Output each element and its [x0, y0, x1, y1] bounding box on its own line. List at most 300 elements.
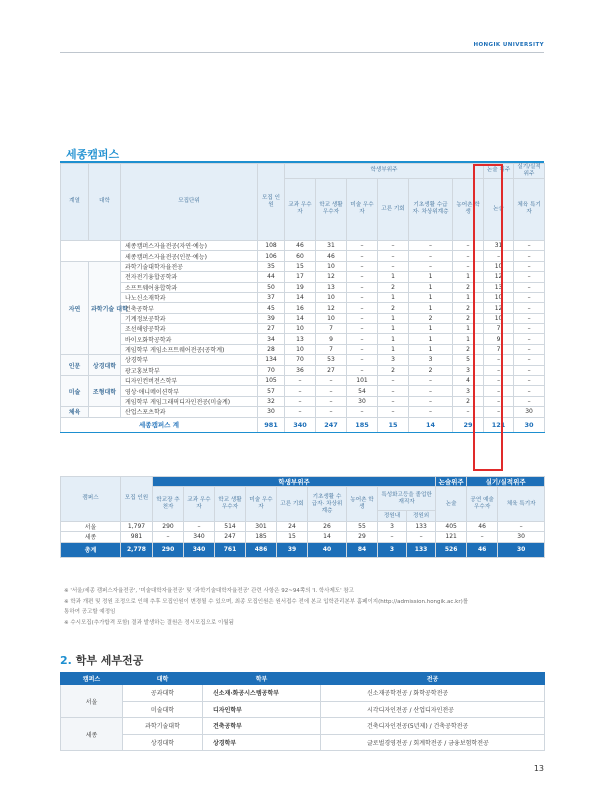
note: ※ '서울/세종 캠퍼스자율전공', '미술대학자율전공' 및 '과학기술대학자율전공' 관련 사항은 92~94쪽의 'I. 학사제도' 참고 [64, 588, 354, 594]
cell: 28 [258, 344, 285, 354]
group-cell [61, 240, 121, 261]
cell: 30 [514, 417, 545, 432]
table-row [61, 272, 545, 282]
cell: 3 [378, 542, 407, 557]
page-number: 13 [533, 764, 544, 773]
th-sub: 고른 기회 [277, 487, 308, 521]
cell: – [453, 251, 484, 261]
header-rule [60, 52, 544, 53]
cell: 1 [409, 272, 453, 282]
cell: 10 [316, 261, 347, 271]
cell: – [514, 313, 545, 323]
cell: 70 [285, 355, 316, 365]
major-cell: 시각디자인전공 / 산업디자인전공 [321, 701, 545, 718]
cell: 12 [316, 303, 347, 313]
cell: 340 [285, 417, 316, 432]
college-cell: 과학기술대학 [123, 718, 203, 735]
cell: – [514, 344, 545, 354]
cell: 1 [378, 324, 409, 334]
cell: – [347, 282, 378, 292]
cell: 121 [484, 417, 514, 432]
cell: 10 [285, 324, 316, 334]
cell: 9 [316, 334, 347, 344]
cell: 247 [316, 417, 347, 432]
cell: 105 [258, 376, 285, 386]
th-sub-in: 정원내 [378, 511, 407, 521]
group-cell: 체육 [61, 407, 89, 417]
cell: 301 [246, 521, 277, 531]
cell: – [484, 376, 514, 386]
cell: – [453, 240, 484, 250]
cell: – [409, 376, 453, 386]
cell: 30 [347, 396, 378, 406]
cell: – [285, 376, 316, 386]
cell: – [378, 386, 409, 396]
cell: 185 [347, 417, 378, 432]
unit-cell: 산업스포츠학과 [121, 407, 258, 417]
cell: 12 [484, 272, 514, 282]
cell: – [347, 240, 378, 250]
cell: 7 [316, 324, 347, 334]
section-title-text: 학부 세부전공 [75, 654, 144, 667]
cell: 7 [484, 324, 514, 334]
campus-cell: 세종 [61, 718, 123, 751]
unit-cell: 전자전기융합공학과 [121, 272, 258, 282]
dept-cell: 상경학부 [203, 734, 321, 751]
unit-cell: 바이오화학공학과 [121, 334, 258, 344]
cell: – [514, 292, 545, 302]
table-row [61, 251, 545, 261]
table-row [61, 386, 545, 396]
cell: – [514, 386, 545, 396]
cell: – [378, 407, 409, 417]
cell: – [378, 396, 409, 406]
note: ※ 학과 개편 및 정원 조정으로 인해 추후 모집인원이 변경될 수 있으며, 최종 모집인원은 원서접수 전에 본교 입학관리본부 홈페이지(http://admission.hongik.ac.kr)를 [64, 598, 469, 605]
cell: – [514, 376, 545, 386]
cell: – [285, 407, 316, 417]
cell: – [484, 407, 514, 417]
note: ※ 수시모집(추가합격 포함) 결과 발생하는 결원은 정시모집으로 이월됨 [64, 619, 234, 626]
cell: – [484, 396, 514, 406]
group-cell: 조형대학 [89, 376, 121, 407]
cell: 1 [453, 324, 484, 334]
cell: 1 [409, 334, 453, 344]
table-row [61, 240, 545, 250]
cell: 108 [258, 240, 285, 250]
cell: – [347, 407, 378, 417]
cell: 514 [215, 521, 246, 531]
cell: 1 [378, 272, 409, 282]
cell: – [409, 240, 453, 250]
cell: 16 [285, 303, 316, 313]
cell: 45 [258, 303, 285, 313]
cell: 1 [409, 344, 453, 354]
university-name: HONGIK UNIVERSITY [473, 42, 544, 48]
cell: 486 [246, 542, 277, 557]
th-sub: 특성화고등을 졸업한재직자 [378, 487, 436, 511]
cell: 3 [409, 355, 453, 365]
group-cell: 미술 [61, 376, 89, 407]
th-quota: 모집 인원 [121, 477, 153, 522]
th-sub: 체육 특기자 [514, 178, 545, 240]
campus-cell: 서울 [61, 521, 121, 531]
cell: 1 [378, 313, 409, 323]
cell: – [347, 261, 378, 271]
cell: – [316, 376, 347, 386]
unit-cell: 광고홍보학부 [121, 365, 258, 375]
group-cell: 자연 [61, 261, 89, 355]
group-cell: 과학기술 대학 [89, 261, 121, 355]
cell: 2 [378, 282, 409, 292]
major-cell: 글로벌경영전공 / 회계학전공 / 금융보험학전공 [321, 734, 545, 751]
th-major: 전공 [321, 673, 545, 685]
cell: 133 [407, 521, 436, 531]
cell: 2 [409, 313, 453, 323]
table-row [61, 334, 545, 344]
cell: – [285, 386, 316, 396]
th-college: 대학 [89, 164, 121, 241]
cell: – [514, 303, 545, 313]
cell: 2 [378, 303, 409, 313]
th-sub: 학교장 추천자 [153, 487, 184, 521]
overall-summary-table [60, 476, 545, 558]
th-sub: 농어촌 학생 [453, 178, 484, 240]
cell: 44 [258, 272, 285, 282]
cell: 35 [258, 261, 285, 271]
cell: 15 [277, 532, 308, 542]
cell: 3 [453, 386, 484, 396]
cell: – [316, 407, 347, 417]
cell: – [378, 532, 407, 542]
cell: – [407, 532, 436, 542]
group-cell: 상경대학 [89, 355, 121, 376]
cell: – [347, 313, 378, 323]
essay-column-highlight [473, 164, 503, 471]
cell: 53 [316, 355, 347, 365]
table-row [61, 344, 545, 354]
cell: – [453, 261, 484, 271]
unit-cell: 영상·애니메이션학부 [121, 386, 258, 396]
th-essay: 논술위주 [436, 477, 467, 487]
cell: – [347, 303, 378, 313]
cell: 9 [484, 334, 514, 344]
cell: 27 [316, 365, 347, 375]
footnotes [64, 586, 544, 628]
cell: – [514, 240, 545, 250]
th-student: 학생부위주 [153, 477, 436, 487]
cell: 2,778 [121, 542, 153, 557]
cell: 1 [453, 334, 484, 344]
cell: 1 [409, 324, 453, 334]
college-cell: 공과대학 [123, 685, 203, 702]
cell: 31 [316, 240, 347, 250]
th-student: 학생부위주 [285, 164, 484, 179]
cell: 29 [347, 532, 378, 542]
cell: 37 [258, 292, 285, 302]
cell: 340 [184, 532, 215, 542]
cell: – [153, 532, 184, 542]
unit-cell: 세종캠퍼스자율전공(인문·예능) [121, 251, 258, 261]
cell: – [347, 272, 378, 282]
cell: 14 [285, 292, 316, 302]
cell: 15 [378, 417, 409, 432]
th-sub: 미술 우수자 [347, 178, 378, 240]
cell: 10 [484, 313, 514, 323]
cell: 46 [316, 251, 347, 261]
cell: 2 [378, 365, 409, 375]
cell: – [514, 334, 545, 344]
cell: 1 [409, 282, 453, 292]
cell: 2 [453, 303, 484, 313]
th-sub: 공연 예술 우수자 [467, 487, 498, 521]
th-campus: 캠퍼스 [61, 673, 123, 685]
majors-table [60, 672, 545, 751]
cell: 1 [409, 303, 453, 313]
cell: – [514, 282, 545, 292]
college-cell: 상경대학 [123, 734, 203, 751]
note: 통하여 공고할 예정임 [64, 609, 116, 615]
cell: 1 [378, 292, 409, 302]
th-college: 대학 [123, 673, 203, 685]
cell: – [514, 324, 545, 334]
cell: 2 [453, 344, 484, 354]
section-title-majors [60, 652, 143, 668]
th-sub: 학교 생활 우수자 [316, 178, 347, 240]
cell: 1 [453, 292, 484, 302]
cell: 13 [316, 282, 347, 292]
unit-cell: 디자인컨버전스학부 [121, 376, 258, 386]
cell: 13 [484, 282, 514, 292]
table-row [61, 292, 545, 302]
cell: 290 [153, 521, 184, 531]
th-sub: 논술 [436, 487, 467, 521]
table-row [61, 734, 545, 751]
section-number: 2. [60, 654, 72, 667]
cell: – [484, 355, 514, 365]
cell: 39 [277, 542, 308, 557]
table-row [61, 303, 545, 313]
cell: 10 [316, 313, 347, 323]
cell: 101 [347, 376, 378, 386]
th-sub: 학교 생활 우수자 [215, 487, 246, 521]
cell: 290 [153, 542, 184, 557]
th-practical: 실기/실적위주 [467, 477, 545, 487]
table-row [61, 407, 545, 417]
cell: 185 [246, 532, 277, 542]
cell: 26 [308, 521, 347, 531]
th-sub: 농어촌 학생 [347, 487, 378, 521]
table-row [61, 282, 545, 292]
cell: 526 [436, 542, 467, 557]
cell: 133 [407, 542, 436, 557]
cell: 2 [453, 396, 484, 406]
unit-cell: 소프트웨어융합학과 [121, 282, 258, 292]
cell: 2 [453, 313, 484, 323]
cell: – [378, 261, 409, 271]
cell: – [409, 251, 453, 261]
cell: 29 [453, 417, 484, 432]
total-label: 세종캠퍼스 계 [61, 417, 258, 432]
dept-cell: 신소재·화공시스템공학부 [203, 685, 321, 702]
cell: – [409, 386, 453, 396]
unit-cell: 게임학부 게임소프트웨어전공(공학계) [121, 344, 258, 354]
cell: – [409, 261, 453, 271]
cell: – [378, 251, 409, 261]
cell: 12 [316, 272, 347, 282]
group-cell: 인문 [61, 355, 89, 376]
cell: 7 [484, 344, 514, 354]
th-quota: 모집 인원 [258, 164, 285, 241]
cell: 2 [409, 365, 453, 375]
unit-cell: 건축공학부 [121, 303, 258, 313]
cell: 30 [498, 542, 545, 557]
cell: 1 [378, 334, 409, 344]
cell: 3 [378, 521, 407, 531]
table-row [61, 365, 545, 375]
cell: – [484, 386, 514, 396]
dept-cell: 디자인학부 [203, 701, 321, 718]
cell: 14 [308, 532, 347, 542]
th-sub: 교과 우수자 [285, 178, 316, 240]
cell: – [514, 272, 545, 282]
cell: – [498, 521, 545, 531]
cell: 761 [215, 542, 246, 557]
cell: – [347, 344, 378, 354]
th-sub-out: 정원외 [407, 511, 436, 521]
cell: 30 [514, 407, 545, 417]
cell: – [347, 365, 378, 375]
major-cell: 신소재공학전공 / 화학공학전공 [321, 685, 545, 702]
th-dept: 학부 [203, 673, 321, 685]
cell: 30 [498, 532, 545, 542]
cell: – [514, 261, 545, 271]
cell: 1 [409, 292, 453, 302]
cell: 10 [484, 292, 514, 302]
cell: 15 [285, 261, 316, 271]
cell: – [514, 251, 545, 261]
cell: – [467, 532, 498, 542]
cell: 3 [378, 355, 409, 365]
cell: 14 [285, 313, 316, 323]
college-cell: 미술대학 [123, 701, 203, 718]
cell: 10 [484, 261, 514, 271]
group-cell [89, 407, 121, 417]
dept-cell: 건축공학부 [203, 718, 321, 735]
cell: 405 [436, 521, 467, 531]
cell: – [316, 396, 347, 406]
cell: 30 [258, 407, 285, 417]
cell: – [347, 355, 378, 365]
cell: 50 [258, 282, 285, 292]
th-unit: 모집단위 [121, 164, 258, 241]
th-campus: 캠퍼스 [61, 477, 121, 522]
cell: 106 [258, 251, 285, 261]
table-row [61, 685, 545, 702]
cell: 84 [347, 542, 378, 557]
section-title-sejong: 세종캠퍼스 [66, 148, 120, 161]
cell: 134 [258, 355, 285, 365]
table-row [61, 521, 545, 531]
cell: – [184, 521, 215, 531]
cell: 54 [347, 386, 378, 396]
cell: 981 [258, 417, 285, 432]
cell: 32 [258, 396, 285, 406]
sejong-total-row [61, 417, 545, 432]
cell: 3 [453, 365, 484, 375]
overall-total-row [61, 542, 545, 557]
unit-cell: 기계정보공학과 [121, 313, 258, 323]
cell: – [347, 324, 378, 334]
unit-cell: 과학기술대학자율전공 [121, 261, 258, 271]
major-cell: 건축디자인전공(5년제) / 건축공학전공 [321, 718, 545, 735]
cell: 5 [453, 355, 484, 365]
th-sub: 체육 특기자 [498, 487, 545, 521]
campus-cell: 서울 [61, 685, 123, 718]
cell: 340 [184, 542, 215, 557]
cell: – [409, 407, 453, 417]
cell: 31 [484, 240, 514, 250]
total-label: 총계 [61, 542, 121, 557]
table-row [61, 313, 545, 323]
th-sub: 기초생활 수급자· 차상위계층 [409, 178, 453, 240]
unit-cell: 게임학부 게임그래픽디자인전공(미술계) [121, 396, 258, 406]
cell: 39 [258, 313, 285, 323]
unit-cell: 나노신소재학과 [121, 292, 258, 302]
cell: – [514, 396, 545, 406]
cell: 46 [467, 521, 498, 531]
cell: 19 [285, 282, 316, 292]
cell: – [347, 292, 378, 302]
table-row [61, 396, 545, 406]
cell: 36 [285, 365, 316, 375]
cell: 1,797 [121, 521, 153, 531]
cell: 46 [467, 542, 498, 557]
table-row [61, 355, 545, 365]
cell: 7 [316, 344, 347, 354]
th-sub: 논술 [484, 178, 514, 240]
th-sub: 미술 우수자 [246, 487, 277, 521]
cell: – [484, 365, 514, 375]
th-sub: 고른 기회 [378, 178, 409, 240]
cell: 70 [258, 365, 285, 375]
cell: 13 [285, 334, 316, 344]
cell: 24 [277, 521, 308, 531]
table-row [61, 701, 545, 718]
cell: 10 [316, 292, 347, 302]
table-row [61, 376, 545, 386]
cell: – [378, 240, 409, 250]
unit-cell: 상경학부 [121, 355, 258, 365]
th-field: 계열 [61, 164, 89, 241]
cell: 34 [258, 334, 285, 344]
unit-cell: 세종캠퍼스자율전공(자연·예능) [121, 240, 258, 250]
cell: 60 [285, 251, 316, 261]
th-practical: 실기/실적 위주 [514, 164, 545, 179]
cell: – [453, 407, 484, 417]
cell: 1 [453, 272, 484, 282]
cell: 10 [285, 344, 316, 354]
cell: – [514, 365, 545, 375]
cell: 247 [215, 532, 246, 542]
cell: – [484, 251, 514, 261]
cell: 1 [378, 344, 409, 354]
cell: 55 [347, 521, 378, 531]
table-row [61, 324, 545, 334]
cell: 2 [453, 282, 484, 292]
cell: 14 [409, 417, 453, 432]
cell: 121 [436, 532, 467, 542]
cell: – [285, 396, 316, 406]
